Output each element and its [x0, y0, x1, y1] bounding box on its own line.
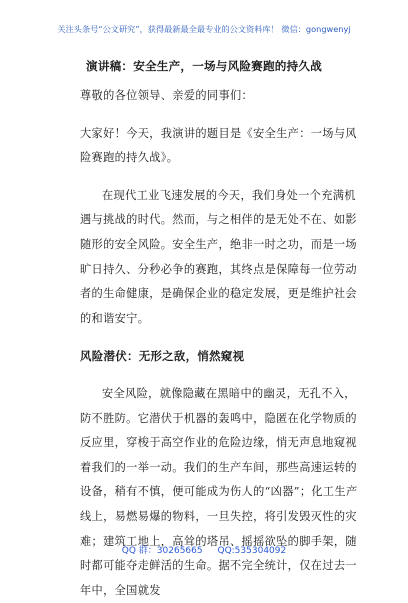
body-paragraph-1: 在现代工业飞速发展的今天，我们身处一个充满机遇与挑战的时代。然而，与之相伴的是无处不在、如影随形的安全风险。安全生产，绝非一时之功，而是一场旷日持久、分秒必争的赛跑，其终点是保障每一位劳动者的生命健康，是确保企业的稳定发展，更是维护社会的和谐安宁。: [80, 188, 357, 325]
intro-paragraph: 大家好！今天，我演讲的题目是《安全生产：一场与风险赛跑的持久战》。: [80, 126, 357, 165]
section-heading-1: 风险潜伏：无形之敌，悄然窥视: [80, 349, 245, 364]
document-body: [80, 84, 362, 603]
greeting-paragraph: 尊敬的各位领导、亲爱的同事们：: [80, 89, 254, 102]
page-footer: [0, 543, 408, 556]
document-title: 演讲稿：安全生产，一场与风险赛跑的持久战: [86, 59, 322, 73]
body-paragraph-2: 安全风险，就像隐藏在黑暗中的幽灵，无孔不入，防不胜防。它潜伏于机器的轰鸣中，隐匿在化学物质的反应里，穿梭于高空作业的危险边缘，悄无声息地窥视着我们的一举一动。我们的生产车间，那些高速运转的设备，稍有不慎，便可能成为伤人的“凶器”；化工生产线上，易燃易爆的物料，一旦失控，将引发毁灭性的灾难；建筑工地上，高耸的塔吊、摇摇欲坠的脚手架，随时都可能夺走鲜活的生命。据不完全统计，仅在过去一年中，全国就发: [80, 386, 358, 597]
footer-qq-contact: QQ:535304092: [217, 546, 287, 556]
footer-qq-group: QQ 群：30265665: [121, 546, 203, 556]
page-header-banner: 关注头条号“公文研究”，获得最新最全最专业的公文资料库！ 微信：gongwenyj: [57, 24, 351, 34]
